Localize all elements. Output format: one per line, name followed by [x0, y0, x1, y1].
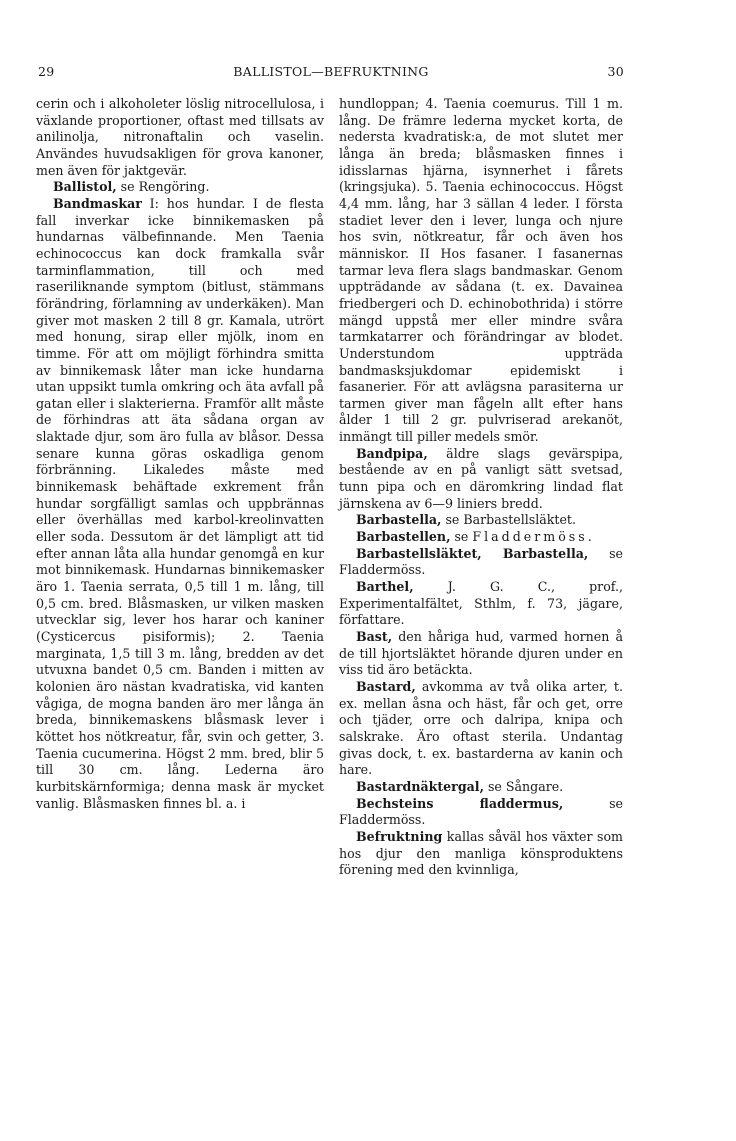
paragraph: hundloppan; 4. Taenia coemurus. Till 1 m. lång. De främre lederna mycket korta, de nedersta kvadratisk:a, de mot slutet mer långa än breda; blåsmasken finnes i idisslarnas hjärna, isynnerhet i fårets (kringsjuka). 5. Taenia echinococcus. Högst 4,4 mm. lång, har 3 sällan 4 leder. I första stadiet lever den i lever, lunga och njure hos svin, nötkreatur, får och även hos människor. II Hos fasaner. I fasanernas tarmar leva flera slags bandmaskar. Genom uppträdande av sådana (t. ex. Davainea friedbergeri och D. echinobothrida) i större mängd uppstå mer eller mindre svåra tarmkatarrer och förändringar av blodet. Understundom uppträda bandmasksjukdomar epidemiskt i fasanerier. För att avlägsna parasiterna ur tarmen giver man fågeln allt efter hans ålder 1 till 2 gr. pulvriserad arekanöt, inmängt till piller medels smör. — [339, 96, 623, 445]
entry-barbastellen: Barbastellen, se Fladdermöss. — [356, 529, 595, 545]
entry-headword: Bast, — [356, 629, 393, 644]
entry-headword: Barthel, — [356, 579, 414, 595]
right-column — [339, 96, 623, 879]
entry-barbastellslaktet: Barbastellsläktet, Barbastella, se Fladdermöss. — [339, 545, 623, 578]
left-column — [36, 96, 324, 812]
entry-barbastella: Barbastella, se Barbastellsläktet. — [356, 512, 576, 528]
entry-headword: Bandmaskar — [53, 195, 142, 211]
entry-headword: Ballistol, — [53, 179, 117, 195]
entry-bast: Bast, den håriga hud, varmed hornen å de till hjortsläktet hörande djuren under en viss tid äro betäckta. — [339, 629, 623, 678]
entry-bechsteins-fladdermus: Bechsteins fladdermus, se Fladdermöss. — [339, 795, 623, 828]
paragraph: cerin och i alkoholeter löslig nitrocellulosa, i växlande proportioner, oftast med tillsats av anilinolja, nitronaftalin och vaselin. Användes huvudsakligen för grova kanoner, men även för jaktgevär. — [36, 96, 324, 178]
entry-headword: Bandpipa, — [356, 445, 428, 461]
entry-ballistol: Ballistol, se Rengöring. — [53, 179, 210, 195]
spaced-reference: Fladdermöss. — [472, 529, 595, 545]
entry-headword: Befruktning — [356, 828, 443, 844]
entry-bastardnaktergal: Bastardnäktergal, se Sångare. — [356, 778, 564, 794]
entry-headword: Barbastellsläktet, Barbastella, — [356, 545, 589, 561]
entry-headword: Barbastellen, — [356, 529, 451, 545]
entry-headword: Bastard, — [356, 678, 416, 694]
page-header — [38, 64, 624, 84]
page-number-right: 30 — [607, 64, 624, 79]
entry-bandpipa: Bandpipa, äldre slags gevärspipa, bestående av en på vanligt sätt svetsad, tunn pipa och en däromkring lindad flat järnskena av 6—9 liniers bredd. — [339, 445, 623, 511]
running-title: BALLISTOL—BEFRUKTNING — [233, 64, 429, 79]
entry-headword: Barbastella, — [356, 512, 442, 528]
entry-bandmaskar: Bandmaskar I: hos hundar. I de flesta fall inverkar icke binnikemasken på hundarnas välbefinnande. Men Taenia echinococcus kan dock framkalla svår tarminflammation, till och med raseriliknande symptom (bitlust, stämmans förändring, förlamning av underkäken). Man giver mot masken 2 till 8 gr. Kamala, utrört med honung, sirap eller mjölk, inom en timme. För att om möjligt förhindra smitta av binnikemask låter man icke hundarna utan uppsikt tumla omkring och äta avfall på gatan eller i slakterierna. Framför allt måste de förhindras att äta sådana organ av slaktade djur, som äro fulla av blåsor. Dessa senare kunna göras oskadliga genom förbränning. Likaledes måste med binnikemask behäftade exkrement från hundar sorgfälligt samlas och uppbrännas eller överhällas med karbol-kreolinvatten eller soda. Dessutom är det lämpligt att tid efter annan låta alla hundar genomgå en kur mot binnikemask. Hundarnas binnikemasker äro 1. Taenia serrata, 0,5 till 1 m. lång, till 0,5 cm. bred. Blåsmasken, ur vilken masken utvecklar sig, lever hos harar och kaniner (Cysticercus pisiformis); 2. Taenia marginata, 1,5 till 3 m. lång, bredden av det utvuxna bandet 0,5 cm. Banden i mitten av kolonien äro nästan kvadratiska, vid kanten vågiga, de mogna banden äro mer långa än breda, binnikemaskens blåsmask lever i köttet hos nötkreatur, får, svin och getter, 3. Taenia cucumerina. Högst 2 mm. bred, blir 5 till 30 cm. lång. Lederna äro kurbitskärnformiga; denna mask är mycket vanlig. Blåsmasken finnes bl. a. i — [36, 195, 324, 811]
entry-befruktning: Befruktning kallas såväl hos växter som hos djur den manliga könsproduktens förening med den kvinnliga, — [339, 828, 623, 878]
entry-headword: Bastardnäktergal, — [356, 778, 484, 794]
entry-headword: Bechsteins fladdermus, — [356, 795, 564, 811]
page-number-left: 29 — [38, 64, 55, 79]
entry-bastard: Bastard, avkomma av två olika arter, t. ex. mellan åsna och häst, får och get, orre och tjäder, orre och dalripa, knipa och salskrake. Äro oftast sterila. Undantag givas dock, t. ex. bastarderna av kanin och hare. — [339, 678, 623, 778]
entry-barthel: Barthel, J. G. C., prof., Experimentalfältet, Sthlm, f. 73, jägare, författare. — [339, 579, 623, 628]
